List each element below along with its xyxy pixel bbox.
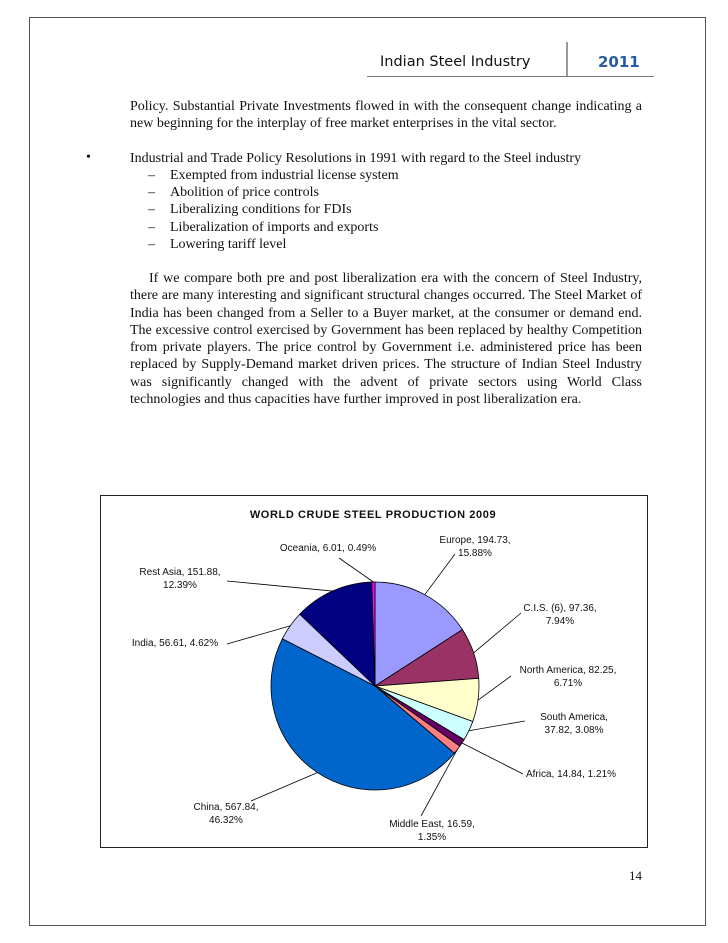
data-label: Oceania, 6.01, 0.49% — [279, 543, 377, 554]
data-label: C.I.S. (6), 97.36, 7.94% — [523, 603, 597, 627]
leader-line — [478, 676, 511, 700]
leader-line — [425, 554, 455, 595]
chart-frame — [100, 495, 648, 848]
data-label: Europe, 194.73, 15.88% — [439, 535, 511, 559]
header-separator — [566, 42, 568, 76]
data-label: North America, 82.25, 6.71% — [519, 665, 617, 689]
header-year: 2011 — [598, 53, 640, 71]
bullet-symbol: • — [86, 150, 91, 165]
leader-line — [469, 721, 525, 731]
leader-line — [339, 558, 373, 582]
leader-line — [462, 743, 523, 774]
data-label: China, 567.84, 46.32% — [193, 802, 259, 826]
chart-title: WORLD CRUDE STEEL PRODUCTION 2009 — [249, 509, 497, 521]
bullet-text: Industrial and Trade Policy Resolutions in 1991 with regard to the Steel industry — [130, 151, 582, 166]
data-label: South America, 37.82, 3.08% — [540, 712, 608, 736]
data-label: India, 56.61, 4.62% — [131, 638, 219, 649]
header-rule — [367, 76, 654, 77]
paragraph-policy: Policy. Substantial Private Investments flowed in with the consequent change indicating a new beginning for the interplay of free market enterprises in the vital sector. — [130, 99, 642, 132]
paragraph-liberalization: If we compare both pre and post liberalization era with the concern of Steel Industry, there are many interesting and significant structural changes occurred. The Steel Market of India has been changed from a Seller to a Buyer market, at the consumer or demand end. The excessive control exercised by Government has been replaced by healthy Competition from private players. The price control by Government i.e. administered price has been replaced by Supply-Demand market driven prices. The structure of Indian Steel Industry was significantly changed with the advent of private sectors using World Class technologies and thus capacities have further improved in post liberalization era. — [130, 271, 642, 408]
data-label: Middle East, 16.59, 1.35% — [389, 819, 475, 843]
header-title: Indian Steel Industry — [380, 54, 531, 70]
leader-line — [474, 613, 521, 653]
leader-line — [251, 773, 317, 801]
leader-line — [227, 581, 333, 591]
data-label: Africa, 14.84, 1.21% — [525, 769, 617, 780]
page-number: 14 — [629, 868, 642, 883]
pie-chart — [101, 496, 647, 847]
data-label: Rest Asia, 151.88, 12.39% — [139, 567, 221, 591]
